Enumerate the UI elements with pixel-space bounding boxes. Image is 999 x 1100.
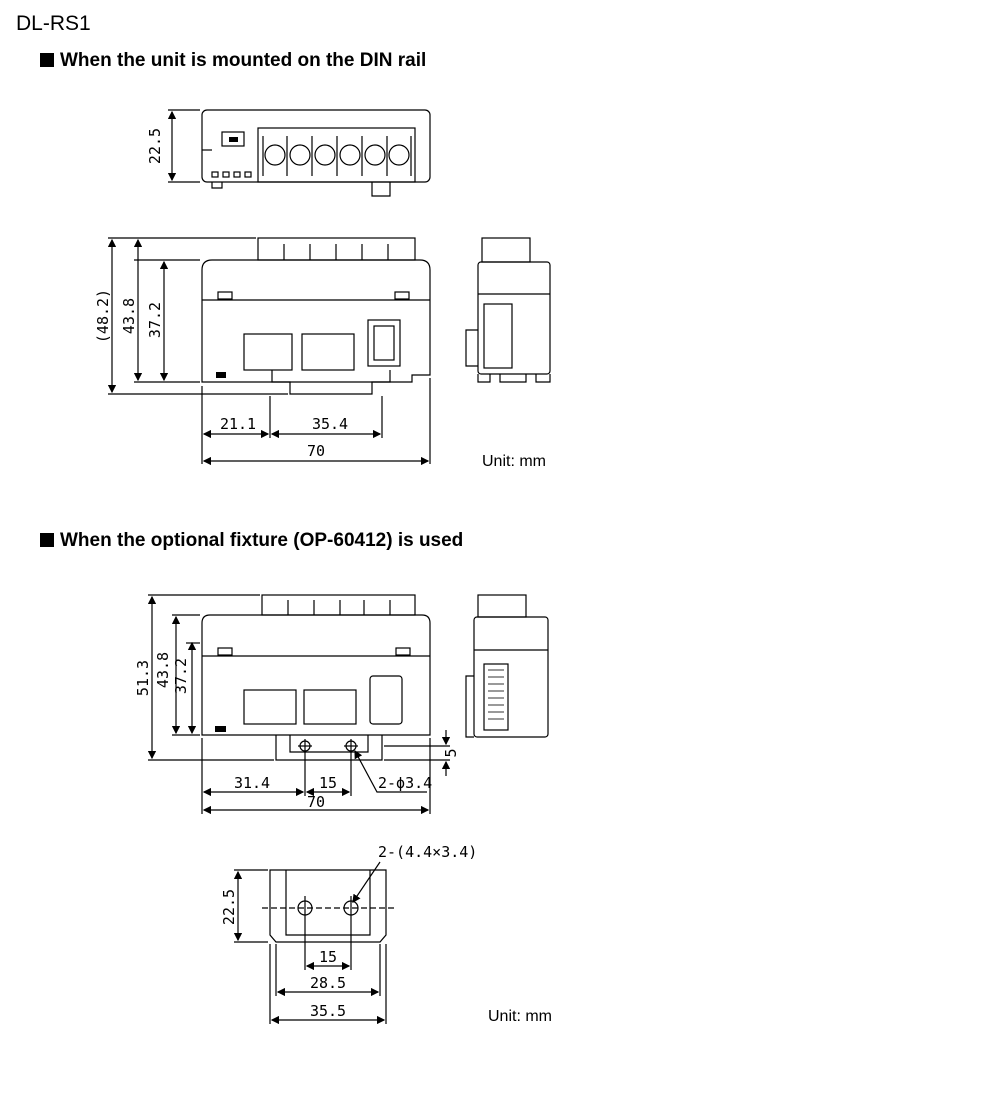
dim-body-height-2: 43.8 [154, 651, 172, 689]
dim-total-height: (48.2) [94, 288, 112, 344]
connector-pins [212, 172, 251, 177]
terminal-block-front [262, 595, 415, 615]
terminal-screws [263, 136, 411, 176]
label-window-1 [244, 334, 292, 370]
din-rail-clip-icon [372, 182, 390, 196]
dim-w-left-2: 31.4 [233, 774, 271, 792]
dim-body-height: 43.8 [120, 297, 138, 335]
dim-inner-height-2: 37.2 [172, 657, 190, 695]
fixture-plate-icon [270, 870, 386, 942]
dim-inner-height: 37.2 [146, 301, 164, 339]
section-heading-din-rail-text: When the unit is mounted on the DIN rail [60, 50, 427, 71]
label-window-2 [304, 690, 356, 724]
unit-label-1: Unit: mm [482, 453, 546, 470]
dim-total-height-2: 51.3 [134, 659, 152, 697]
dim-width-2: 70 [306, 793, 326, 811]
side-view-din [466, 238, 550, 382]
dim-w-mid: 35.4 [311, 415, 349, 433]
dim-plate-height: 22.5 [220, 888, 238, 926]
model-name: DL-RS1 [16, 12, 91, 35]
dim-width: 70 [306, 442, 326, 460]
fixture-plate-view [234, 862, 396, 1024]
unit-label-2: Unit: mm [488, 1008, 552, 1025]
front-view-din [108, 238, 430, 464]
dim-w-left: 21.1 [219, 415, 257, 433]
dim-w-mid-2: 15 [318, 774, 338, 792]
dim-plate-width: 35.5 [309, 1002, 347, 1020]
dim-pitch: 15 [318, 948, 338, 966]
top-view-din [168, 110, 430, 196]
section-heading-fixture-text: When the optional fixture (OP-60412) is used [60, 530, 464, 551]
dim-top-height: 22.5 [146, 127, 164, 165]
connector-port [368, 320, 400, 366]
side-view-fixture [466, 595, 548, 737]
fixture-plate-icon [276, 735, 382, 760]
label-window-2 [302, 334, 354, 370]
dim-inner-width: 28.5 [309, 974, 347, 992]
dim-hole-label: 2-ϕ3.4 [378, 774, 433, 792]
label-window-1 [244, 690, 296, 724]
dim-tab: 5 [442, 748, 460, 758]
mounting-hole-icon [298, 739, 358, 753]
dim-slot-label: 2-(4.4×3.4) [378, 843, 478, 861]
